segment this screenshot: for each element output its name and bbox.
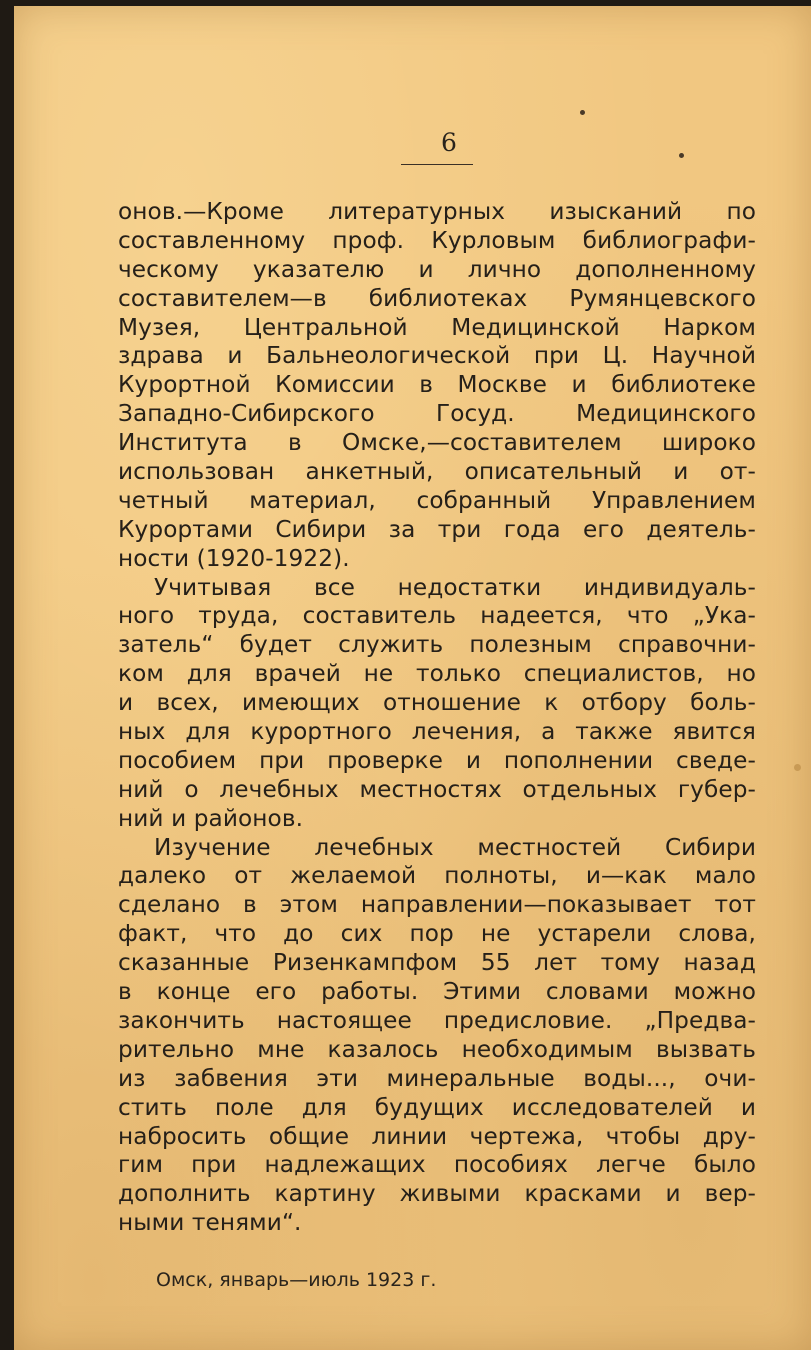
text-line: ческому указателю и лично дополненному — [118, 255, 756, 283]
page-number-rule — [401, 164, 473, 165]
text-line: гим при надлежащих пособиях легче было — [118, 1151, 756, 1179]
text-line: здрава и Бальнеологической при Ц. Научной — [118, 342, 756, 370]
paragraph-first-line: Учитывая все недостатки индивидуаль- — [154, 573, 756, 601]
paper-speck — [679, 153, 684, 158]
text-line: закончить настоящее предисловие. „Предва- — [118, 1006, 756, 1034]
paragraph-end-line: ными тенями“. — [118, 1209, 302, 1237]
text-line: пособием при проверке и пополнении сведе- — [118, 746, 756, 774]
paragraph-end-line: ний и районов. — [118, 804, 304, 832]
text-line: Музея, Центральной Медицинской Нарком — [118, 313, 756, 341]
text-line: составителем—в библиотеках Румянцевского — [118, 284, 756, 312]
text-line: рительно мне казалось необходимым вызвать — [118, 1035, 756, 1063]
text-line: затель“ будет служить полезным справочни- — [118, 631, 756, 659]
text-line: составленному проф. Курловым библиографи- — [118, 226, 756, 254]
paper-stain — [794, 764, 801, 771]
place-date-signature: Омск, январь—июль 1923 г. — [156, 1269, 437, 1291]
text-line: онов.—Кроме литературных изысканий по — [118, 198, 756, 225]
text-line: использован анкетный, описательный и от- — [118, 458, 756, 486]
text-line: Курортами Сибири за три года его деятель- — [118, 515, 756, 543]
text-line: стить поле для будущих исследователей и — [118, 1093, 756, 1121]
text-line: дополнить картину живыми красками и вер- — [118, 1180, 756, 1208]
text-line: Западно-Сибирского Госуд. Медицинского — [118, 400, 756, 428]
text-line: четный материал, собранный Управлением — [118, 486, 756, 514]
text-line: ных для курортного лечения, а также явится — [118, 718, 756, 746]
paragraph-first-line: Изучение лечебных местностей Сибири — [154, 833, 756, 861]
text-line: набросить общие линии чертежа, чтобы дру- — [118, 1122, 756, 1150]
text-line: факт, что до сих пор не устарели слова, — [118, 920, 756, 948]
page-number: 6 — [441, 128, 457, 157]
text-line: и всех, имеющих отношение к отбору боль- — [118, 689, 756, 717]
text-line: ного труда, составитель надеется, что „Ука- — [118, 602, 756, 630]
text-line: в конце его работы. Этими словами можно — [118, 978, 756, 1006]
book-page — [14, 6, 811, 1350]
paper-speck — [580, 110, 585, 115]
text-line: сделано в этом направлении—показывает тот — [118, 891, 756, 919]
text-line: Института в Омске,—составителем широко — [118, 429, 756, 457]
text-line: Курортной Комиссии в Москве и библиотеке — [118, 371, 756, 399]
text-line: ком для врачей не только специалистов, но — [118, 660, 756, 688]
paragraph-end-line: ности (1920-1922). — [118, 544, 350, 572]
body-text — [118, 198, 756, 1238]
text-line: далеко от желаемой полноты, и—как мало — [118, 862, 756, 890]
text-line: ний о лечебных местностях отдельных губер- — [118, 775, 756, 803]
text-line: из забвения эти минеральные воды..., очи- — [118, 1064, 756, 1092]
text-line: сказанные Ризенкампфом 55 лет тому назад — [118, 949, 756, 977]
